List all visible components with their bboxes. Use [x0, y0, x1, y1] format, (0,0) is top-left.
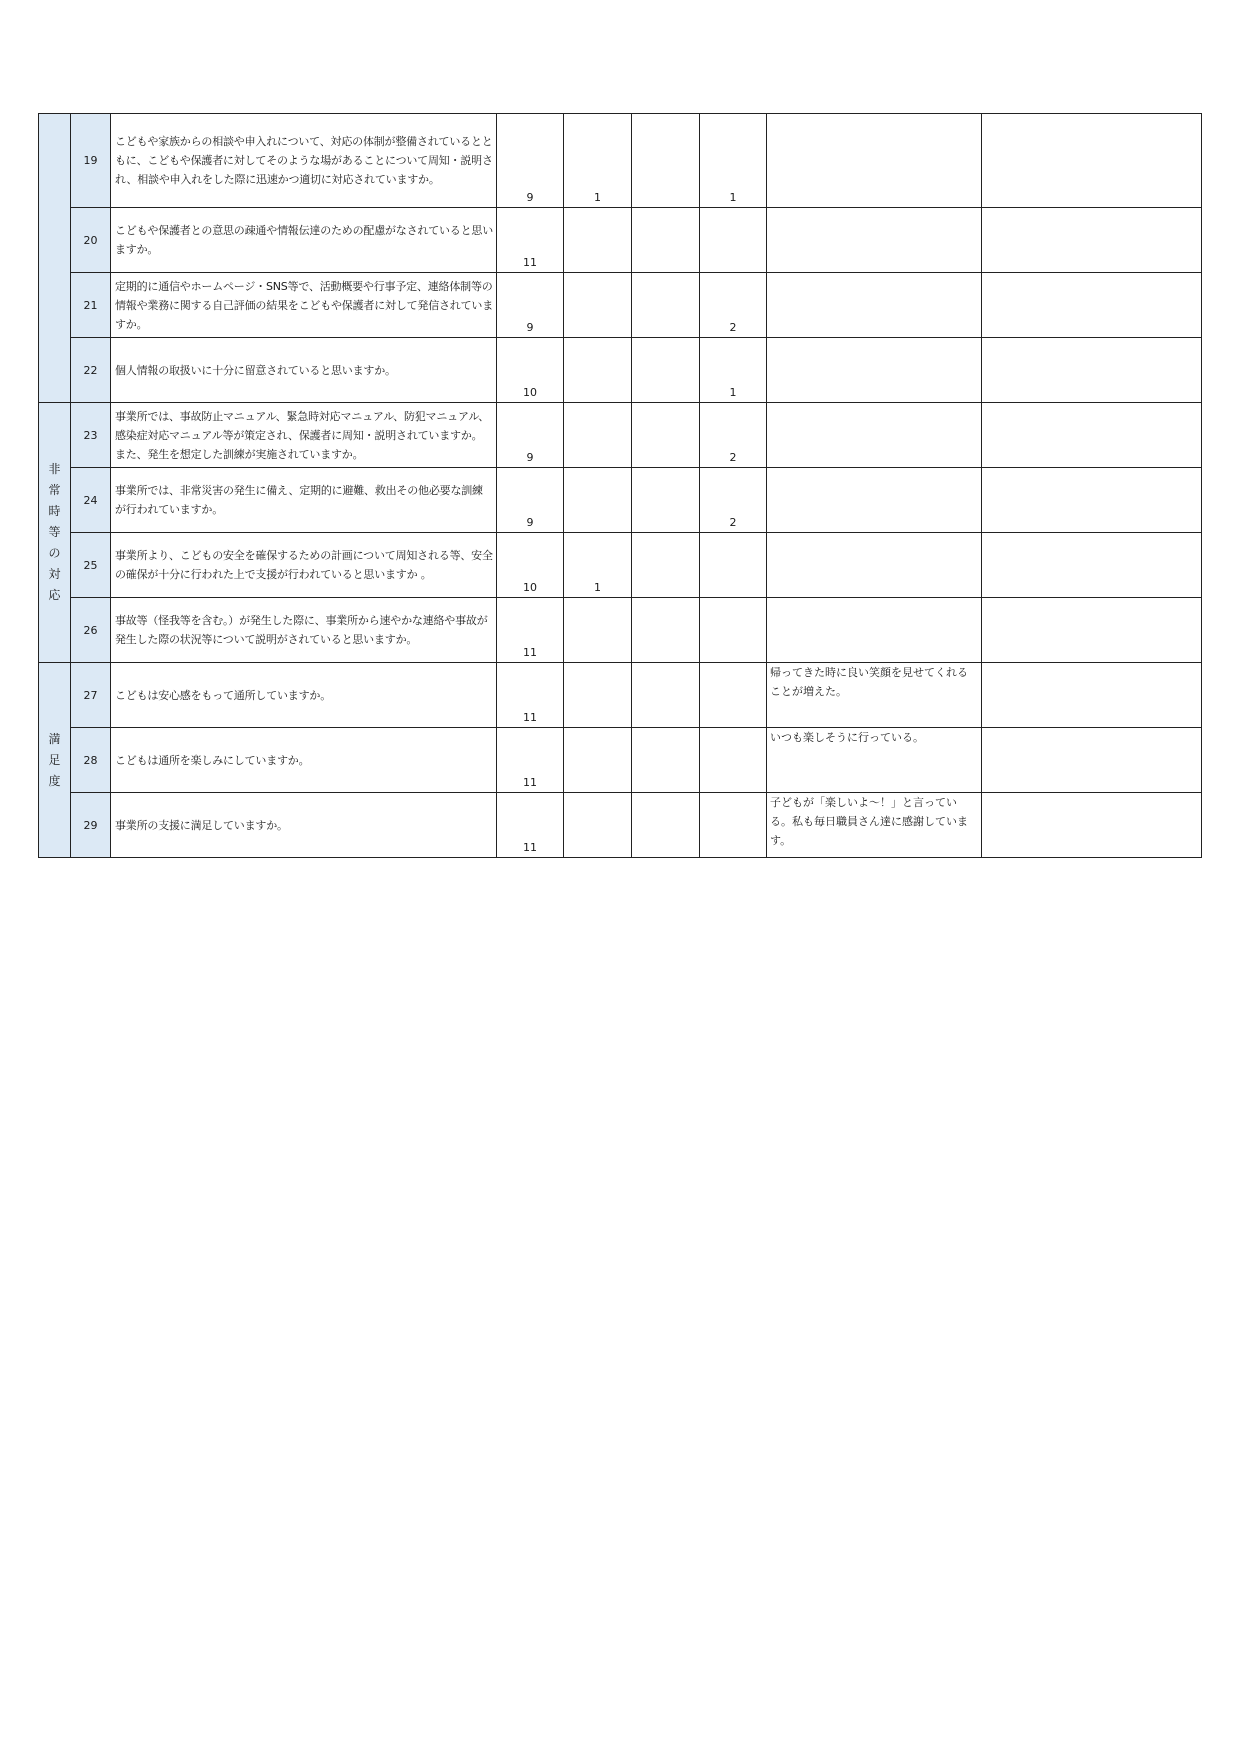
- count-somewhat-yes: 1: [564, 114, 632, 208]
- count-unknown: [700, 533, 767, 598]
- count-unknown: 2: [700, 403, 767, 468]
- count-no: [632, 338, 700, 403]
- count-yes: 10: [497, 338, 564, 403]
- row-number: 28: [71, 728, 111, 793]
- count-yes: 10: [497, 533, 564, 598]
- table-row: [39, 793, 1202, 858]
- question-text: こどもは通所を楽しみにしていますか。: [115, 753, 310, 767]
- count-somewhat-yes: [564, 468, 632, 533]
- row-number: 27: [71, 663, 111, 728]
- count-yes: 9: [497, 468, 564, 533]
- count-no: [632, 598, 700, 663]
- count-no: [632, 663, 700, 728]
- table-row: [39, 273, 1202, 338]
- count-somewhat-yes: 1: [564, 533, 632, 598]
- table-row: [39, 468, 1202, 533]
- response-cell: [982, 533, 1202, 598]
- question-text: 定期的に通信やホームページ・SNS等で、活動概要や行事予定、連絡体制等の情報や業務に関する自己評価の結果をこどもや保護者に対して発信されていますか。: [115, 279, 493, 331]
- question-cell: [111, 114, 497, 208]
- comment-cell: いつも楽しそうに行っている。: [767, 728, 982, 793]
- question-cell: [111, 208, 497, 273]
- category-cell-continued: [39, 114, 71, 403]
- question-cell: [111, 663, 497, 728]
- question-cell: [111, 793, 497, 858]
- comment-cell: [767, 598, 982, 663]
- table-row: [39, 338, 1202, 403]
- comment-cell: 帰ってきた時に良い笑顔を見せてくれることが増えた。: [767, 663, 982, 728]
- count-unknown: [700, 728, 767, 793]
- count-somewhat-yes: [564, 793, 632, 858]
- question-cell: [111, 728, 497, 793]
- table-row: [39, 114, 1202, 208]
- count-no: [632, 208, 700, 273]
- question-cell: [111, 598, 497, 663]
- row-number: 21: [71, 273, 111, 338]
- count-unknown: 2: [700, 273, 767, 338]
- row-number: 23: [71, 403, 111, 468]
- question-text: こどもや保護者との意思の疎通や情報伝達のための配慮がなされていると思いますか。: [115, 224, 493, 256]
- row-number: 24: [71, 468, 111, 533]
- row-number: 29: [71, 793, 111, 858]
- count-no: [632, 533, 700, 598]
- count-unknown: 1: [700, 338, 767, 403]
- table-row: [39, 728, 1202, 793]
- response-cell: [982, 114, 1202, 208]
- count-yes: 11: [497, 208, 564, 273]
- question-text: 事業所では、事故防止マニュアル、緊急時対応マニュアル、防犯マニュアル、感染症対応マニュアル等が策定され、保護者に周知・説明されていますか。また、発生を想定した訓練が実施されていますか。: [115, 409, 490, 461]
- comment-cell: [767, 114, 982, 208]
- question-text: 事故等（怪我等を含む。）が発生した際に、事業所から速やかな連絡や事故が発生した際の状況等について説明がされていると思いますか。: [115, 614, 488, 646]
- response-cell: [982, 338, 1202, 403]
- question-cell: [111, 403, 497, 468]
- table-row: [39, 403, 1202, 468]
- count-unknown: [700, 598, 767, 663]
- table-row: [39, 598, 1202, 663]
- row-number: 20: [71, 208, 111, 273]
- count-no: [632, 793, 700, 858]
- question-text: 事業所では、非常災害の発生に備え、定期的に避難、救出その他必要な訓練が行われていますか。: [115, 484, 483, 516]
- count-somewhat-yes: [564, 338, 632, 403]
- count-no: [632, 273, 700, 338]
- count-no: [632, 468, 700, 533]
- count-unknown: [700, 663, 767, 728]
- response-cell: [982, 468, 1202, 533]
- count-unknown: 2: [700, 468, 767, 533]
- row-number: 25: [71, 533, 111, 598]
- count-somewhat-yes: [564, 208, 632, 273]
- response-cell: [982, 598, 1202, 663]
- count-somewhat-yes: [564, 663, 632, 728]
- question-cell: [111, 533, 497, 598]
- count-no: [632, 728, 700, 793]
- table-row: [39, 533, 1202, 598]
- count-yes: 11: [497, 728, 564, 793]
- category-satisfaction: 満足度: [39, 663, 71, 858]
- comment-cell: [767, 468, 982, 533]
- count-yes: 9: [497, 273, 564, 338]
- row-number: 26: [71, 598, 111, 663]
- count-unknown: [700, 208, 767, 273]
- response-cell: [982, 273, 1202, 338]
- comment-cell: [767, 338, 982, 403]
- row-number: 19: [71, 114, 111, 208]
- evaluation-table: [38, 113, 1202, 858]
- table-row: [39, 208, 1202, 273]
- count-yes: 11: [497, 598, 564, 663]
- question-text: こどもは安心感をもって通所していますか。: [115, 688, 331, 702]
- question-cell: [111, 338, 497, 403]
- count-no: [632, 114, 700, 208]
- count-yes: 9: [497, 403, 564, 468]
- count-yes: 9: [497, 114, 564, 208]
- question-text: 事業所より、こどもの安全を確保するための計画について周知される等、安全の確保が十分に行われた上で支援が行われていると思いますか 。: [115, 549, 493, 581]
- count-yes: 11: [497, 793, 564, 858]
- count-somewhat-yes: [564, 598, 632, 663]
- comment-cell: [767, 208, 982, 273]
- count-unknown: 1: [700, 114, 767, 208]
- count-unknown: [700, 793, 767, 858]
- response-cell: [982, 403, 1202, 468]
- count-somewhat-yes: [564, 403, 632, 468]
- comment-cell: [767, 403, 982, 468]
- question-text: 事業所の支援に満足していますか。: [115, 818, 288, 832]
- question-cell: [111, 468, 497, 533]
- row-number: 22: [71, 338, 111, 403]
- response-cell: [982, 793, 1202, 858]
- count-somewhat-yes: [564, 273, 632, 338]
- comment-cell: 子どもが「楽しいよ～！」と言っている。私も毎日職員さん達に感謝しています。: [767, 793, 982, 858]
- count-yes: 11: [497, 663, 564, 728]
- comment-cell: [767, 533, 982, 598]
- count-somewhat-yes: [564, 728, 632, 793]
- category-emergency: 非常時等の対応: [39, 403, 71, 663]
- count-no: [632, 403, 700, 468]
- comment-cell: [767, 273, 982, 338]
- response-cell: [982, 663, 1202, 728]
- question-text: 個人情報の取扱いに十分に留意されていると思いますか。: [115, 363, 396, 377]
- question-text: こどもや家族からの相談や申入れについて、対応の体制が整備されているとともに、こどもや保護者に対してそのような場があることについて周知・説明され、相談や申入れをした際に迅速かつ適切に対応されていますか。: [115, 135, 493, 186]
- response-cell: [982, 208, 1202, 273]
- response-cell: [982, 728, 1202, 793]
- question-cell: [111, 273, 497, 338]
- table-row: [39, 663, 1202, 728]
